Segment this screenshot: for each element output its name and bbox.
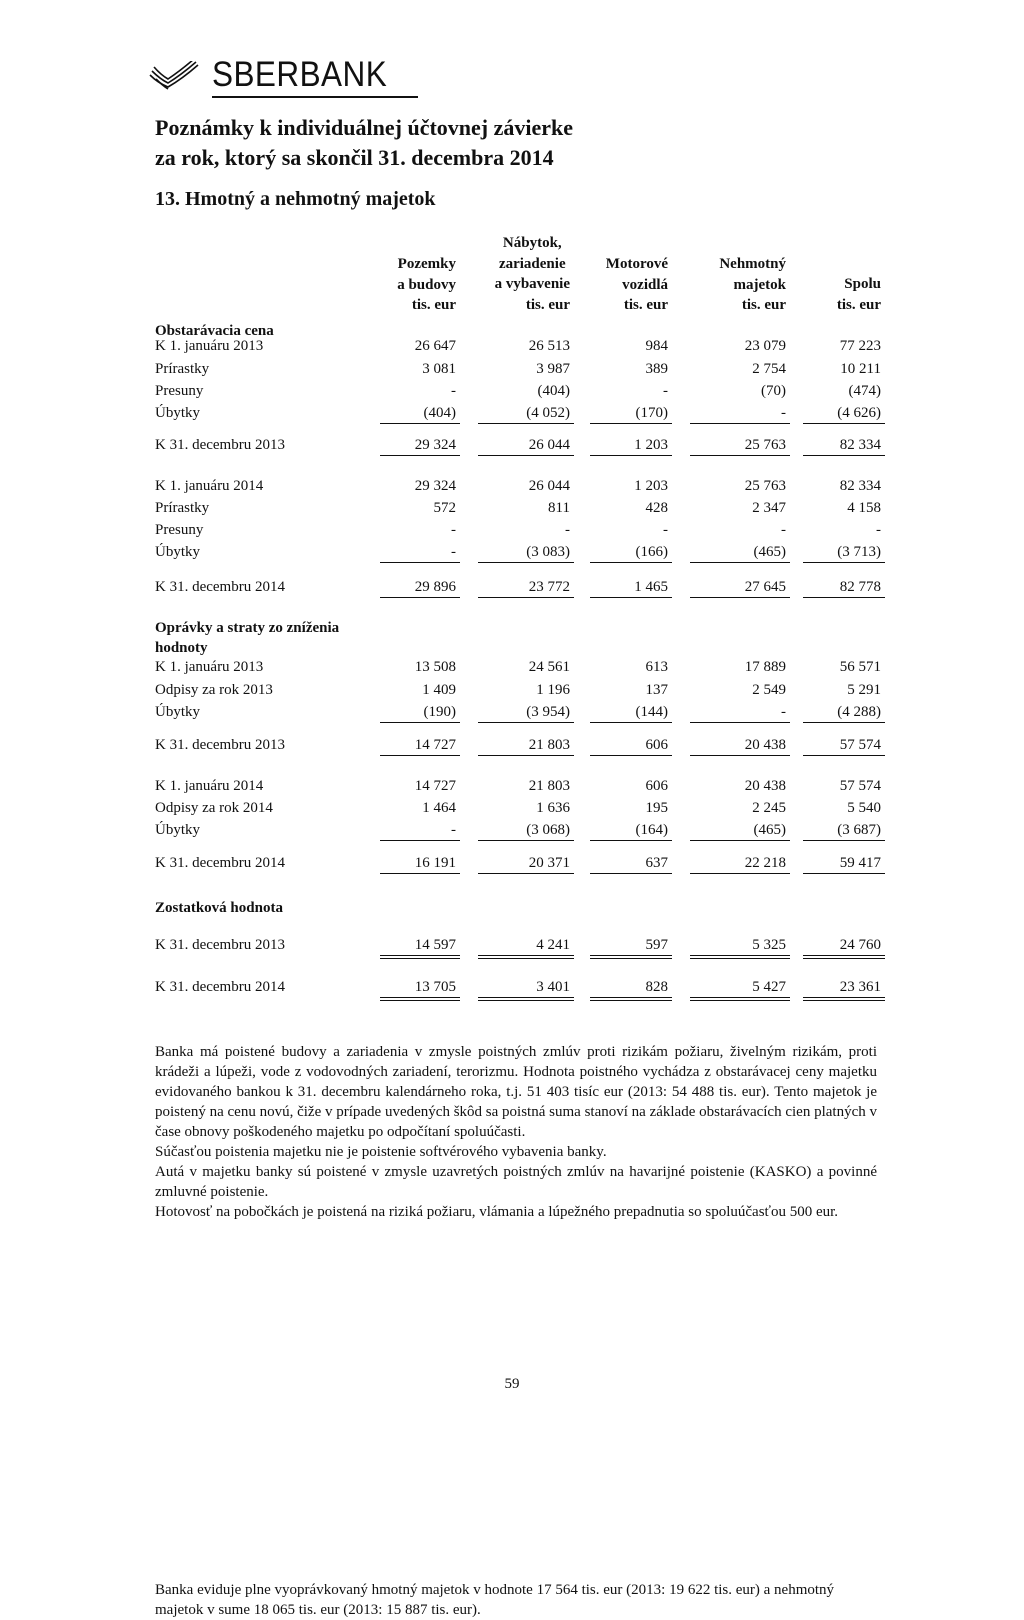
table-cell: 16 191 xyxy=(414,855,456,871)
cell-underline xyxy=(803,755,885,756)
table-cell: (3 687) xyxy=(837,822,881,838)
table-cell: 29 324 xyxy=(414,437,456,453)
cell-underline xyxy=(803,873,885,874)
cell-underline xyxy=(478,1000,574,1001)
cell-underline xyxy=(380,455,460,456)
cell-underline xyxy=(478,955,574,956)
table-cell: - xyxy=(781,704,786,720)
row-label-continued: hodnoty xyxy=(155,640,208,656)
row-label: K 1. januáru 2014 xyxy=(155,778,264,794)
cell-underline xyxy=(590,1000,672,1001)
table-cell: 597 xyxy=(645,937,668,953)
table-cell: 1 636 xyxy=(536,800,570,816)
table-cell: 1 203 xyxy=(634,478,668,494)
table-cell: (3 954) xyxy=(526,704,570,720)
table-cell: 17 889 xyxy=(744,659,786,675)
table-cell: 2 347 xyxy=(752,500,786,516)
row-label: K 31. decembru 2014 xyxy=(155,855,285,871)
table-cell: 23 079 xyxy=(744,338,786,354)
title-line-2: za rok, ktorý sa skončil 31. decembra 2014 xyxy=(155,145,554,170)
table-cell: 77 223 xyxy=(839,338,881,354)
cell-underline xyxy=(380,955,460,956)
cell-underline xyxy=(803,722,885,723)
cell-underline xyxy=(380,997,460,998)
row-label: Presuny xyxy=(155,383,204,399)
table-cell: 389 xyxy=(645,361,668,377)
table-cell: 25 763 xyxy=(744,437,786,453)
cell-underline xyxy=(478,455,574,456)
table-cell: 4 241 xyxy=(536,937,570,953)
note-paragraph: Súčasťou poistenia majetku nie je poistenie softvérového vybavenia banky. xyxy=(155,1144,607,1160)
table-cell: 637 xyxy=(645,855,668,871)
table-cell: 5 540 xyxy=(847,800,881,816)
cell-underline xyxy=(380,423,460,424)
table-cell: (3 068) xyxy=(526,822,570,838)
table-cell: (404) xyxy=(423,405,456,421)
table-cell: - xyxy=(565,522,570,538)
col-header-total: Spolu tis. eur xyxy=(836,276,881,313)
table-cell: 2 754 xyxy=(752,361,786,377)
table-cell: - xyxy=(781,405,786,421)
table-cell: - xyxy=(451,822,456,838)
cell-underline xyxy=(478,562,574,563)
table-cell: 3 401 xyxy=(536,979,570,995)
table-cell: 2 549 xyxy=(752,682,786,698)
cell-underline xyxy=(380,873,460,874)
cell-underline xyxy=(690,997,790,998)
table-cell: 24 760 xyxy=(839,937,881,953)
cell-underline xyxy=(478,755,574,756)
cell-underline xyxy=(590,722,672,723)
sberbank-swoosh-icon xyxy=(148,61,200,91)
page-title xyxy=(155,113,573,173)
cell-underline xyxy=(803,1000,885,1001)
table-cell: 811 xyxy=(548,500,570,516)
table-cell: 428 xyxy=(645,500,668,516)
cell-underline xyxy=(803,423,885,424)
table-cell: 1 464 xyxy=(422,800,456,816)
col-header-vehicles: Motorové vozidlá tis. eur xyxy=(605,256,668,313)
table-cell: - xyxy=(451,522,456,538)
cell-underline xyxy=(478,597,574,598)
cell-underline xyxy=(803,455,885,456)
cell-underline xyxy=(803,997,885,998)
cell-underline xyxy=(380,840,460,841)
table-cell: (465) xyxy=(753,544,786,560)
cell-underline xyxy=(690,1000,790,1001)
cell-underline xyxy=(803,562,885,563)
table-cell: 984 xyxy=(645,338,668,354)
table-cell: (164) xyxy=(635,822,668,838)
cell-underline xyxy=(380,1000,460,1001)
table-cell: 26 513 xyxy=(528,338,570,354)
table-cell: - xyxy=(781,522,786,538)
table-cell: - xyxy=(451,383,456,399)
cell-underline xyxy=(478,997,574,998)
table-cell: 13 508 xyxy=(414,659,456,675)
note-paragraph: Hotovosť na pobočkách je poistená na riziká požiaru, vlámania a lúpežného prepadnutia so spoluúčasťou 500 eur. xyxy=(155,1204,839,1220)
table-cell: 20 371 xyxy=(528,855,570,871)
bank-name: SBERBANK xyxy=(212,55,388,94)
row-label: Obstarávacia cena xyxy=(155,323,274,339)
cell-underline xyxy=(690,455,790,456)
table-cell: 10 211 xyxy=(840,361,881,377)
note-paragraph: Autá v majetku banky sú poistené v zmysle uzavretých poistných zmlúv na havarijné poistenie (KASKO) a povinné zmluvné poistenie. xyxy=(155,1164,877,1200)
table-cell: 57 574 xyxy=(839,737,881,753)
col-header-land-buildings: Pozemky a budovy tis. eur xyxy=(397,256,456,313)
table-cell: 5 291 xyxy=(847,682,881,698)
table-cell: (3 713) xyxy=(837,544,881,560)
table-cell: (3 083) xyxy=(526,544,570,560)
table-cell: 3 081 xyxy=(422,361,456,377)
row-label: K 31. decembru 2013 xyxy=(155,937,285,953)
table-cell: - xyxy=(451,544,456,560)
table-cell: 195 xyxy=(645,800,668,816)
table-cell: 20 438 xyxy=(744,737,786,753)
cell-underline xyxy=(590,755,672,756)
cell-underline xyxy=(803,955,885,956)
table-cell: 23 772 xyxy=(528,579,570,595)
table-cell: 3 987 xyxy=(536,361,570,377)
table-cell: 23 361 xyxy=(839,979,881,995)
cell-underline xyxy=(690,955,790,956)
cell-underline xyxy=(690,423,790,424)
logo-underline xyxy=(212,96,418,98)
cell-underline xyxy=(380,755,460,756)
table-cell: 26 044 xyxy=(528,478,570,494)
cell-underline xyxy=(478,958,574,959)
row-label: Úbytky xyxy=(155,822,200,838)
row-label: Úbytky xyxy=(155,544,200,560)
cell-underline xyxy=(690,873,790,874)
page-number: 59 xyxy=(504,1376,520,1392)
table-cell: 57 574 xyxy=(839,778,881,794)
cell-underline xyxy=(590,562,672,563)
table-cell: 1 465 xyxy=(634,579,668,595)
sberbank-logo xyxy=(148,55,418,103)
title-line-1: Poznámky k individuálnej účtovnej závierke xyxy=(155,115,574,140)
cell-underline xyxy=(590,955,672,956)
row-label: Prírastky xyxy=(155,361,210,377)
table-cell: (4 288) xyxy=(837,704,881,720)
cell-underline xyxy=(690,958,790,959)
row-label: K 1. januáru 2013 xyxy=(155,338,264,354)
cell-underline xyxy=(380,562,460,563)
table-cell: 1 409 xyxy=(422,682,456,698)
table-cell: (70) xyxy=(761,383,786,399)
table-cell: 5 325 xyxy=(752,937,786,953)
table-cell: 82 334 xyxy=(839,437,881,453)
table-cell: 27 645 xyxy=(744,579,786,595)
row-label: Úbytky xyxy=(155,405,200,421)
cell-underline xyxy=(803,597,885,598)
table-cell: 21 803 xyxy=(528,778,570,794)
cell-underline xyxy=(590,455,672,456)
cell-underline xyxy=(478,873,574,874)
table-cell: (465) xyxy=(753,822,786,838)
row-label: Odpisy za rok 2013 xyxy=(155,682,273,698)
note-paragraph: Banka má poistené budovy a zariadenia v zmysle poistných zmlúv proti rizikám požiaru, živelným rizikám, proti krádeži a lúpeži, vode z vodovodných zariadení, terorizmu. Hodnota poistného vychádza z obstarávacej ceny majetku evidovaného bankou k 31. decembru kalendárneho roka, t.j. 51 403 tisíc eur (2013: 54 488 tis. eur). Tento majetok je poistený na cenu novú, čiže v prípade uvedených škôd sa poistná suma stanoví na základe obstarávacích cien platných v čase obnovy poškodeného majetku po odpočítaní spoluúčasti. xyxy=(155,1044,877,1140)
table-cell: 59 417 xyxy=(839,855,881,871)
cell-underline xyxy=(590,873,672,874)
table-cell: 606 xyxy=(645,737,668,753)
col-header-furniture: Nábytok, zariadenie a vybavenie tis. eur xyxy=(494,235,570,313)
table-cell: 14 597 xyxy=(414,937,456,953)
cell-underline xyxy=(590,423,672,424)
cell-underline xyxy=(590,958,672,959)
table-cell: 29 324 xyxy=(414,478,456,494)
cell-underline xyxy=(690,722,790,723)
table-cell: 13 705 xyxy=(414,979,456,995)
row-label: Presuny xyxy=(155,522,204,538)
table-cell: 25 763 xyxy=(744,478,786,494)
row-label: Zostatková hodnota xyxy=(155,900,283,916)
cell-underline xyxy=(803,958,885,959)
notes xyxy=(155,1042,877,1222)
table-cell: 26 647 xyxy=(414,338,456,354)
table-cell: - xyxy=(876,522,881,538)
row-label: K 1. januáru 2014 xyxy=(155,478,264,494)
cell-underline xyxy=(690,597,790,598)
table-cell: 56 571 xyxy=(839,659,881,675)
table-cell: 606 xyxy=(645,778,668,794)
table-cell: 29 896 xyxy=(414,579,456,595)
cell-underline xyxy=(690,562,790,563)
row-label: K 31. decembru 2013 xyxy=(155,437,285,453)
note-paragraph-fully-depreciated: Banka eviduje plne vyoprávkovaný hmotný majetok v hodnote 17 564 tis. eur (2013: 19 622 tis. eur) a nehmotný majetok v sume 18 065 tis. eur (2013: 15 887 tis. eur). xyxy=(155,1582,835,1618)
cell-underline xyxy=(478,722,574,723)
table-cell: 2 245 xyxy=(752,800,786,816)
cell-underline xyxy=(380,597,460,598)
table-cell: 22 218 xyxy=(744,855,786,871)
table-cell: 14 727 xyxy=(414,778,456,794)
section-heading: 13. Hmotný a nehmotný majetok xyxy=(155,188,436,210)
table-cell: 21 803 xyxy=(528,737,570,753)
table-cell: (4 052) xyxy=(526,405,570,421)
table-cell: 4 158 xyxy=(847,500,881,516)
cell-underline xyxy=(478,423,574,424)
cell-underline xyxy=(478,840,574,841)
row-label: Oprávky a straty zo zníženia xyxy=(155,620,340,636)
table-cell: 5 427 xyxy=(752,979,786,995)
table-cell: 1 203 xyxy=(634,437,668,453)
table-cell: - xyxy=(663,383,668,399)
cell-underline xyxy=(590,840,672,841)
cell-underline xyxy=(380,958,460,959)
row-label: K 31. decembru 2014 xyxy=(155,579,285,595)
table-cell: (166) xyxy=(635,544,668,560)
table-cell: - xyxy=(663,522,668,538)
table-cell: 20 438 xyxy=(744,778,786,794)
cell-underline xyxy=(380,722,460,723)
table-cell: (4 626) xyxy=(837,405,881,421)
table-cell: (190) xyxy=(423,704,456,720)
table-cell: (404) xyxy=(537,383,570,399)
row-label: Odpisy za rok 2014 xyxy=(155,800,273,816)
cell-underline xyxy=(590,997,672,998)
table-cell: 1 196 xyxy=(536,682,570,698)
table-cell: 828 xyxy=(645,979,668,995)
row-label: K 31. decembru 2013 xyxy=(155,737,285,753)
table-cell: 613 xyxy=(645,659,668,675)
cell-underline xyxy=(803,840,885,841)
cell-underline xyxy=(590,597,672,598)
cell-underline xyxy=(690,840,790,841)
table-cell: 14 727 xyxy=(414,737,456,753)
table-cell: (170) xyxy=(635,405,668,421)
table-cell: (474) xyxy=(848,383,881,399)
row-label: K 1. januáru 2013 xyxy=(155,659,264,675)
table-cell: 137 xyxy=(645,682,668,698)
row-label: Úbytky xyxy=(155,704,200,720)
cell-underline xyxy=(690,755,790,756)
table-cell: (144) xyxy=(635,704,668,720)
table-cell: 82 334 xyxy=(839,478,881,494)
col-header-intangible: Nehmotný majetok tis. eur xyxy=(719,256,786,313)
table-cell: 572 xyxy=(433,500,456,516)
table-cell: 24 561 xyxy=(528,659,570,675)
table-cell: 82 778 xyxy=(839,579,881,595)
row-label: Prírastky xyxy=(155,500,210,516)
row-label: K 31. decembru 2014 xyxy=(155,979,285,995)
table-cell: 26 044 xyxy=(528,437,570,453)
